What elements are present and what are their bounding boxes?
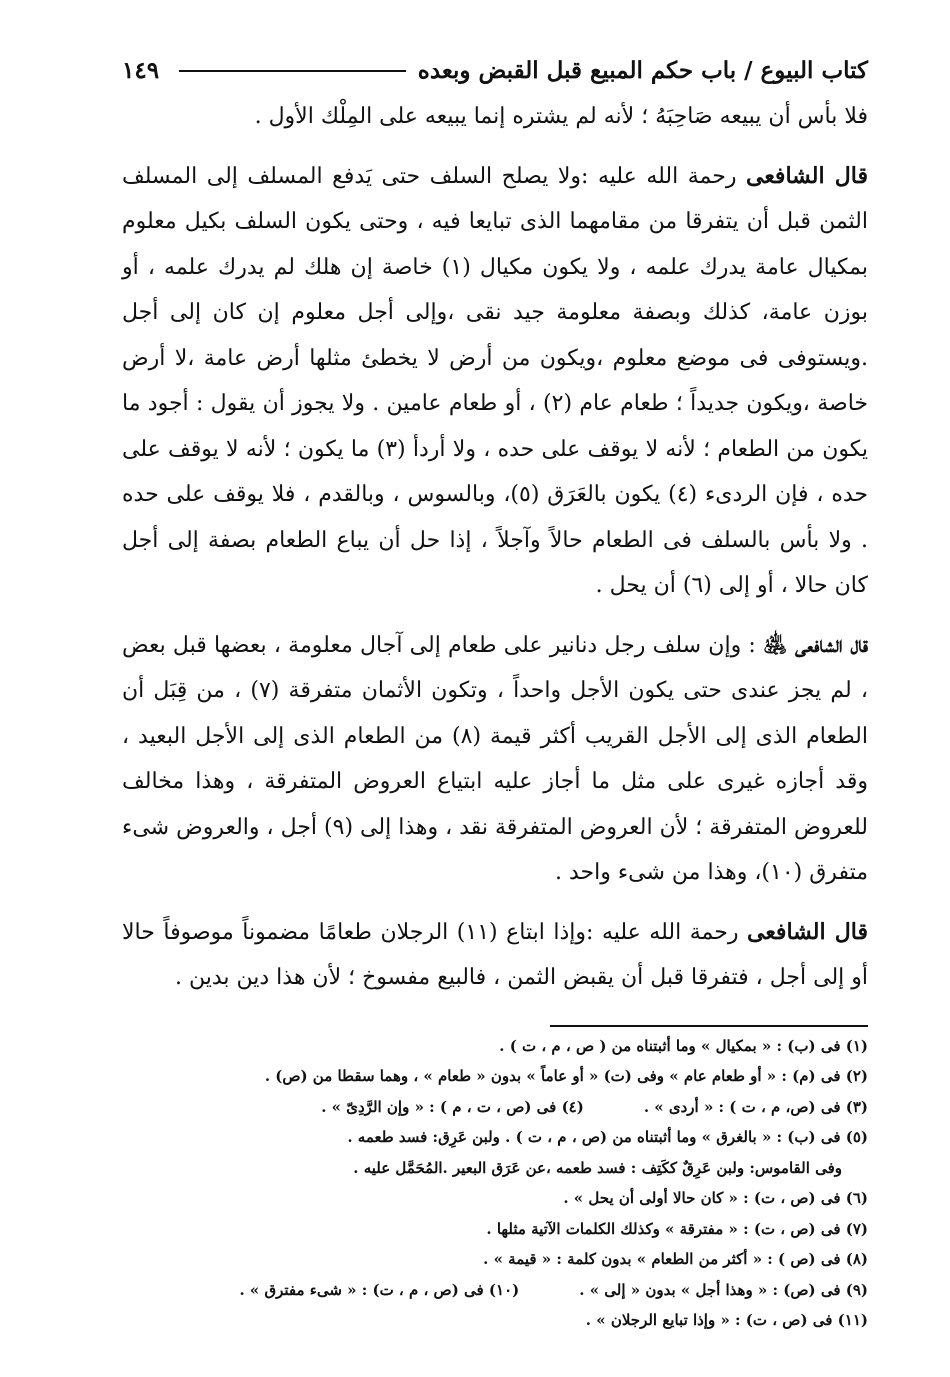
footnote-rule bbox=[550, 1025, 868, 1027]
footnote: (٥) فى (ب) : « بالغرق » وما أثبتناه من (ص ، م ، ت ) . ولبن عَرِق: فسد طعمه . bbox=[347, 1128, 868, 1146]
footnotes bbox=[122, 1031, 868, 1336]
paragraph bbox=[122, 623, 868, 896]
main-text bbox=[122, 94, 868, 1001]
footnote: (٦) فى (ص ، ت) : « كان حالا أولى أن يحل » . bbox=[563, 1189, 868, 1207]
footnote-pair bbox=[122, 1092, 868, 1123]
footnote: (٣) فى (ص، م ، ت ) : « أردى » . bbox=[643, 1097, 868, 1116]
paragraph-lead: قال الشافعى bbox=[745, 162, 868, 189]
footnote: (٩) فى (ص) : « وهذا أجل » بدون « إلى » . bbox=[579, 1280, 868, 1299]
footnote: (٤) فى (ص ، ت ، م ) : « وإن الرَّدِىّ » . bbox=[321, 1097, 584, 1116]
paragraph-text: فلا بأس أن يبيعه صَاحِبَهُ ؛ لأنه لم يشتره إنما يبيعه على المِلْك الأول . bbox=[254, 104, 868, 129]
header-rule bbox=[179, 70, 406, 72]
footnote: (١٠) فى (ص ، م ، ت) : « شىء مفترق » . bbox=[239, 1280, 520, 1299]
paragraph-continuation bbox=[122, 94, 868, 140]
footnote: (١١) فى (ص ، ت) : « وإذا تبايع الرجلان » . bbox=[585, 1311, 868, 1329]
paragraph-text: رحمة الله عليه :ولا يصلح السلف حتى يَدفع المسلف إلى المسلف الثمن قبل أن يتفرقا من مقامهما الذى تبايعا فيه ، وحتى يكون السلف بكيل معلوم بمكيال عامة يدرك علمه ، ولا يكون مكيال (١) خاصة إن هلك لم يدرك علمه ، أو بوزن عامة، كذلك وبصفة معلومة جيد نقى ،وإلى أجل معلوم إن كان إلى أجل .ويستوفى فى موضع معلوم ،ويكون من أرض لا يخطئ مثلها أرض عامة ،لا أرض خاصة ،ويكون جديداً ؛ طعام عام (٢) ، أو طعام عامين . ولا يجوز أن يقول : أجود ما يكون من الطعام ؛ لأنه لا يوقف على حده ، ولا أردأ (٣) ما يكون ؛ لأنه لا يوقف على حده ، فإن الردىء (٤) يكون بالعَرَق (٥)، وبالسوس ، وبالقدم ، فلا يوقف على حده . ولا بأس بالسلف فى الطعام حالاً وآجلاً ، إذا حل أن يباع الطعام بصفة إلى أجل كان حالا ، أو إلى (٦) أن يحل . bbox=[122, 163, 868, 598]
footnote-pair bbox=[122, 1275, 868, 1306]
paragraph bbox=[122, 154, 868, 609]
footnote: (٨) فى (ص ) : « أكثر من الطعام » بدون كلمة : « قيمة » . bbox=[483, 1250, 868, 1268]
footnote: (٧) فى (ص ، ت) : « مفترقة » وكذلك الكلمات الآتية مثلها . bbox=[486, 1219, 868, 1238]
footnote-continuation: وفى القاموس: ولبن عَرِقٌ ككَتِف : فسد طعمه ،عن عَرَق البعير .المُحَمَّل عليه . bbox=[353, 1158, 842, 1177]
footnote: (١) فى (ب) : « بمكيال » وما أثبتناه من ( ص ، م ، ت ) . bbox=[499, 1036, 868, 1055]
page-number: ١٤٩ bbox=[122, 57, 160, 84]
footnote: (٢) فى (م) : « أو طعام عام » وفى (ت) « أو عاماً » بدون « طعام » ، وهما سقطا من (ص) . bbox=[264, 1067, 868, 1085]
paragraph-lead: قال الشافعى bbox=[746, 918, 868, 945]
chapter-title: كتاب البيوع / باب حكم المبيع قبل القبض وبعده bbox=[417, 57, 868, 84]
paragraph-text: : وإن سلف رجل دنانير على طعام إلى آجال معلومة ، بعضها قبل بعض ، لم يجز عندى حتى يكون الأجل واحداً ، وتكون الأثمان متفرقة (٧) ، من قِبَل أن الطعام الذى إلى الأجل القريب أكثر قيمة (٨) من الطعام الذى إلى الأجل البعيد ، وقد أجازه غيرى على مثل ما أجاز عليه ابتياع العروض المتفرقة ، وهذا مخالف للعروض المتفرقة ؛ لأن العروض المتفرقة نقد ، وهذا إلى (٩) أجل ، والعروض شىء متفرق (١٠)، وهذا من شىء واحد . bbox=[122, 632, 869, 885]
paragraph-text: رحمة الله عليه :وإذا ابتاع (١١) الرجلان طعامًا مضموناً موصوفاً حالا أو إلى أجل ، فتفرقا قبل أن يقبض الثمن ، فالبيع مفسوخ ؛ لأن هذا دين بدين . bbox=[122, 919, 868, 990]
paragraph bbox=[122, 910, 868, 1001]
paragraph-lead: قال الشافعى ﵁ bbox=[763, 631, 868, 658]
running-header bbox=[122, 48, 868, 94]
